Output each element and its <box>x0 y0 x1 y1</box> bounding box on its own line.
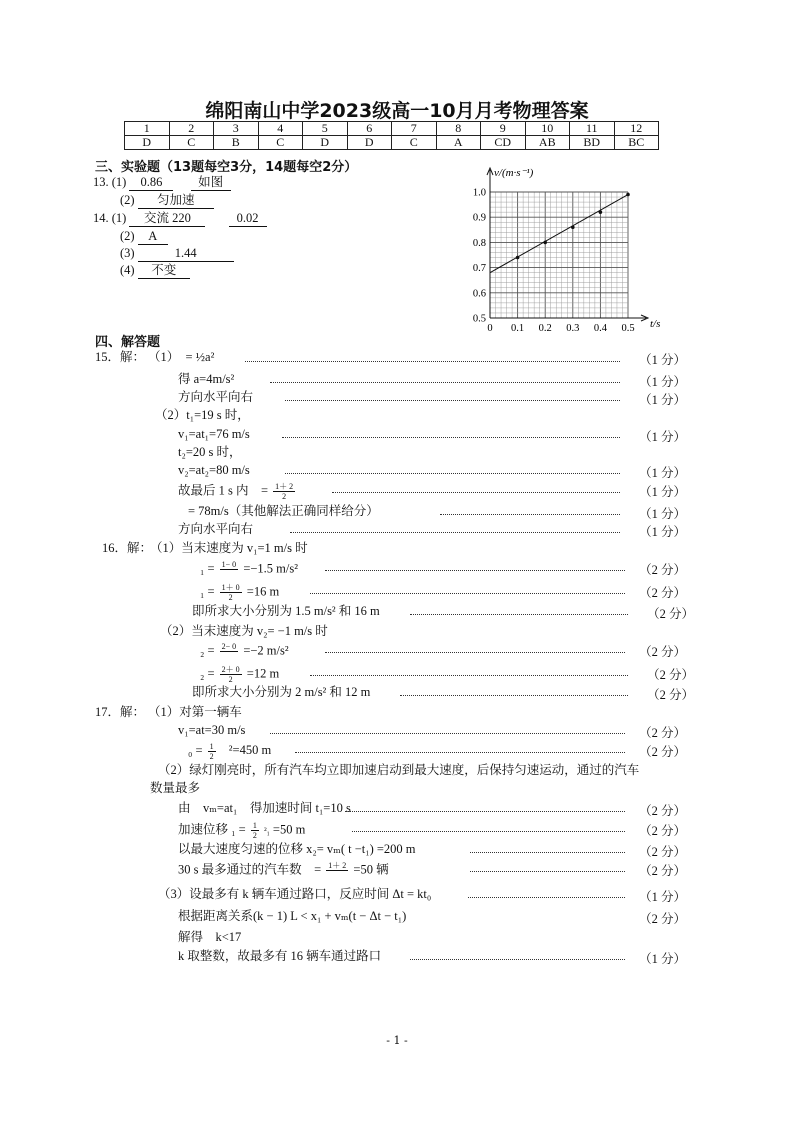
q15-score9: （1 分） <box>639 507 686 521</box>
q17-line5: 由 vₘ=at₁ 得加速时间 t₁=10 s <box>178 801 351 815</box>
q16-line6-text: =−2 m/s² <box>243 643 289 658</box>
q14-line3 <box>120 246 234 262</box>
data-point <box>571 225 575 229</box>
q13-answer1b: 如图 <box>191 175 231 191</box>
q15-score10: （1 分） <box>639 525 686 539</box>
q16-fraction2: $\frac{1+ 0}{2}$ <box>221 583 240 602</box>
q17-score9: （1 分） <box>639 890 686 904</box>
q16-line3: ₁ = $\frac{1+ 0}{2}$ =16 m <box>200 583 280 602</box>
data-point <box>599 210 603 214</box>
q17-score2: （2 分） <box>639 726 686 740</box>
x-tick-label: 0.1 <box>511 323 525 334</box>
q17-line1: （1）对第一辆车 <box>148 705 242 719</box>
q17-line6b-text: =50 m <box>272 822 306 837</box>
answer-table <box>124 121 659 150</box>
q17-line7: 以最大速度匀速的位移 x₂= vₘ( t −t₁) =200 m <box>178 842 416 856</box>
x-tick-label: 0.3 <box>566 323 580 334</box>
q15-score8: （1 分） <box>639 485 686 499</box>
q14-line1 <box>93 211 267 227</box>
q15-score5: （1 分） <box>639 430 686 444</box>
y-tick-label: 1.0 <box>472 187 486 199</box>
q17-line4b: 数量最多 <box>150 781 201 795</box>
answer-number-cell: 1 <box>125 122 170 136</box>
x-tick-label: 0 <box>487 323 493 334</box>
answer-value-cell: CD <box>481 136 526 150</box>
q13-part2: (2) <box>120 193 135 207</box>
y-tick-label: 0.9 <box>472 212 486 224</box>
q16-fraction1: 1− 0 <box>221 560 237 569</box>
q17-line6: 加速位移 ₁ = $\frac{1}{2}$ ²₁ =50 m <box>178 821 306 840</box>
answer-value-cell: A <box>436 136 481 150</box>
q16-line6: ₂ = 2− 0 =−2 m/s² <box>200 642 289 661</box>
q16-fraction3: 2− 0 <box>221 642 237 651</box>
q17-line8b-text: =50 辆 <box>353 862 389 877</box>
answer-number-cell: 3 <box>214 122 259 136</box>
data-point <box>626 193 630 197</box>
q15-line8 <box>178 482 297 501</box>
q16-fraction4: $\frac{2+ 0}{2}$ <box>221 665 240 684</box>
q14-part2: (2) <box>120 229 135 243</box>
answer-value-cell: B <box>214 136 259 150</box>
q16-line2: ₁ = 1− 0 =−1.5 m/s² <box>200 560 298 579</box>
q15-score3: （1 分） <box>639 393 686 407</box>
q17-score6: （2 分） <box>639 824 686 838</box>
q13-part1: (1) <box>111 175 127 189</box>
answer-value-cell: BC <box>614 136 659 150</box>
q16-line5: （2）当末速度为 v₂= −1 m/s 时 <box>160 624 328 638</box>
q17-number: 17．解： <box>95 705 146 719</box>
y-tick-label: 0.7 <box>472 263 486 275</box>
q17-line8-text: 30 s 最多通过的汽车数 = <box>178 862 322 877</box>
q13-line1 <box>93 175 231 191</box>
x-tick-label: 0.4 <box>593 323 607 334</box>
q16-score2: （2 分） <box>639 563 686 577</box>
chart-ylabel: v/(m·s⁻¹) <box>494 167 534 179</box>
answer-number-cell: 9 <box>481 122 526 136</box>
q16-number: 16．解： <box>102 541 153 555</box>
y-tick-label: 0.6 <box>472 288 486 300</box>
q15-number: 15．解： <box>95 350 146 364</box>
q17-half-fraction: $\frac{1}{2}$ <box>209 742 214 761</box>
q17-score10: （2 分） <box>639 912 686 926</box>
answer-number-cell: 10 <box>525 122 570 136</box>
q14-number: 14. <box>93 211 109 225</box>
answer-number-cell: 7 <box>392 122 437 136</box>
q17-line6-text: 加速位移 <box>178 822 229 837</box>
q16-line2-text: =−1.5 m/s² <box>243 561 298 576</box>
answer-number-cell: 11 <box>570 122 615 136</box>
q16-line7: ₂ = $\frac{2+ 0}{2}$ =12 m <box>200 665 280 684</box>
y-tick-label: 0.5 <box>472 313 486 325</box>
q13-line2 <box>120 193 214 209</box>
chart-marks <box>490 193 630 273</box>
q15-score1: （1 分） <box>639 353 686 367</box>
y-tick-label: 0.8 <box>472 237 486 249</box>
q17-line12: k 取整数，故最多有 16 辆车通过路口 <box>178 949 382 963</box>
x-tick-label: 0.5 <box>621 323 635 334</box>
q17-line2: v₁=at=30 m/s <box>178 723 246 737</box>
answer-number-cell: 5 <box>303 122 348 136</box>
q15-line5: v₁=at₁=76 m/s <box>178 427 250 441</box>
q14-part4: (4) <box>120 263 135 277</box>
section4-heading: 四、解答题 <box>95 335 161 350</box>
answer-table-answers-row <box>125 136 659 150</box>
section3-heading: 三、实验题（13题每空3分，14题每空2分） <box>95 160 358 175</box>
q17-line10: 根据距离关系(k − 1) L < x₁ + vₘ(t − Δt − t₁) <box>178 909 407 923</box>
q13-answer2: 匀加速 <box>138 193 214 209</box>
q17-count-fraction: 1＋ 2 <box>328 861 347 870</box>
q15-line10: 方向水平向右 <box>178 522 254 536</box>
q16-line8: 即所求大小分别为 2 m/s² 和 12 m <box>192 685 371 699</box>
q17-line11: 解得 k<17 <box>178 930 242 944</box>
q17-line4: （2）绿灯刚亮时，所有汽车均立即加速启动到最大速度，后保持匀速运动，通过的汽车 <box>158 763 640 777</box>
data-point <box>543 241 547 245</box>
page-number: - 1 - <box>386 1034 408 1047</box>
answer-table-numbers-row <box>125 122 659 136</box>
page-title: 绵阳南山中学2023级高一10月月考物理答案 <box>205 100 589 122</box>
answer-value-cell: D <box>303 136 348 150</box>
q14-answer4: 不变 <box>138 263 190 279</box>
answer-value-cell: C <box>169 136 214 150</box>
q15-line1: （1） = ½a² <box>148 350 215 364</box>
q14-line2 <box>120 229 168 245</box>
q17-accel-fraction: $\frac{1}{2}$ <box>252 821 257 840</box>
chart-grid <box>490 192 628 318</box>
answer-value-cell: C <box>258 136 303 150</box>
fit-line <box>490 195 628 273</box>
q14-line4 <box>120 263 190 279</box>
x-tick-label: 0.2 <box>538 323 552 334</box>
answer-value-cell: D <box>347 136 392 150</box>
q15-line4: （2）t₁=19 s 时， <box>155 408 250 422</box>
q15-line2: 得 a=4m/s² <box>178 372 235 386</box>
data-point <box>516 256 520 260</box>
q16-line7-text: =12 m <box>246 666 280 681</box>
q14-answer1: 交流 220 <box>129 211 205 227</box>
q14-answer2: A <box>138 229 168 245</box>
q14-part1: (1) <box>111 211 127 225</box>
q17-line8 <box>178 861 389 880</box>
q17-score3: （2 分） <box>639 745 686 759</box>
q16-score3: （2 分） <box>639 586 686 600</box>
answer-number-cell: 8 <box>436 122 481 136</box>
answer-number-cell: 2 <box>169 122 214 136</box>
q16-line1: （1）当末速度为 v₁=1 m/s 时 <box>150 541 308 555</box>
answer-value-cell: C <box>392 136 437 150</box>
q15-line8-text: 故最后 1 s 内 = <box>178 483 269 498</box>
answer-number-cell: 4 <box>258 122 303 136</box>
q16-line3-text: =16 m <box>246 584 280 599</box>
q17-score5: （2 分） <box>639 804 686 818</box>
q16-score6: （2 分） <box>639 645 686 659</box>
q14-answer3: 1.44 <box>138 246 234 262</box>
q16-score4: （2 分） <box>647 607 694 621</box>
q15-line7: v₂=at₂=80 m/s <box>178 463 250 477</box>
q13-number: 13. <box>93 175 109 189</box>
q15-score2: （1 分） <box>639 375 686 389</box>
q16-score7: （2 分） <box>647 668 694 682</box>
q17-line9: （3）设最多有 k 辆车通过路口，反应时间 Δt = kt₀ <box>158 887 432 901</box>
q15-line6: t₂=20 s 时， <box>178 445 242 459</box>
q17-score12: （1 分） <box>639 952 686 966</box>
velocity-time-chart <box>462 160 682 338</box>
q17-score8: （2 分） <box>639 864 686 878</box>
chart-xlabel: t/s <box>650 318 661 330</box>
answer-value-cell: BD <box>570 136 615 150</box>
answer-number-cell: 6 <box>347 122 392 136</box>
q15-line3: 方向水平向右 <box>178 390 254 404</box>
answer-value-cell: D <box>125 136 170 150</box>
q14-answer1b: 0.02 <box>229 211 267 227</box>
q16-score8: （2 分） <box>647 688 694 702</box>
q15-line9: = 78m/s（其他解法正确同样给分） <box>188 504 379 518</box>
chart-ticks <box>473 188 635 335</box>
q17-line3: ₀ = $\frac{1}{2}$ ²=450 m <box>188 742 272 761</box>
answer-value-cell: AB <box>525 136 570 150</box>
q14-part3: (3) <box>120 246 135 260</box>
q13-answer1: 0.86 <box>129 175 173 191</box>
q16-line4: 即所求大小分别为 1.5 m/s² 和 16 m <box>192 604 380 618</box>
q17-line3-text: ²=450 m <box>228 743 272 758</box>
q15-avg-fraction: $\frac{1+ 2}{2}$ <box>275 482 294 501</box>
q15-score7: （1 分） <box>639 466 686 480</box>
answer-number-cell: 12 <box>614 122 659 136</box>
q17-score7: （2 分） <box>639 845 686 859</box>
